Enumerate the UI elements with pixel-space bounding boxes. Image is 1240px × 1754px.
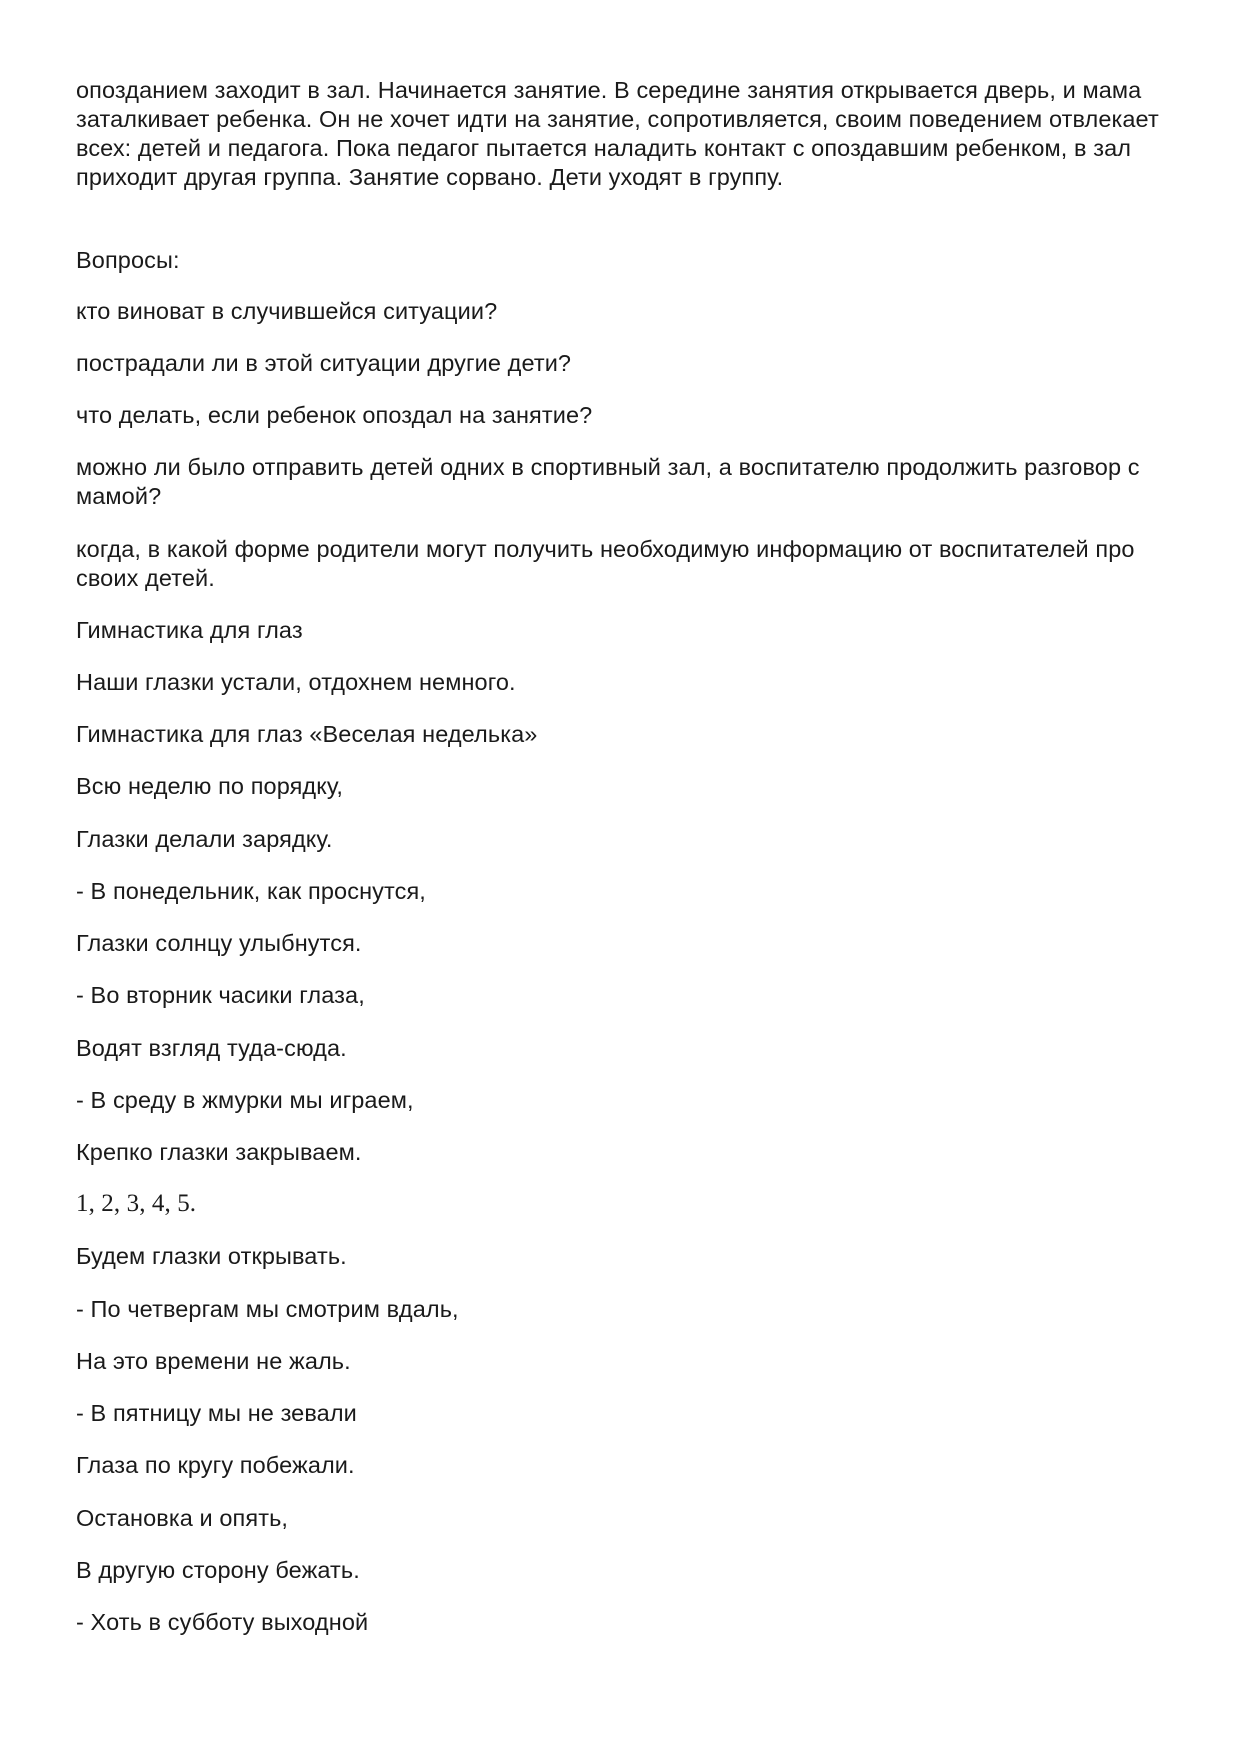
paragraph-eye-gymnastics-heading: Гимнастика для глаз xyxy=(76,617,303,643)
poem-line: На это времени не жаль. xyxy=(76,1348,351,1374)
paragraph-question-5: когда, в какой форме родители могут получить необходимую информацию от воспитателей про своих детей. xyxy=(76,536,1135,591)
poem-line: - В среду в жмурки мы играем, xyxy=(76,1087,414,1113)
poem-line: Остановка и опять, xyxy=(76,1505,289,1531)
paragraph-poem-title: Гимнастика для глаз «Веселая неделька» xyxy=(76,721,538,747)
poem-line-counting: 1, 2, 3, 4, 5. xyxy=(76,1190,197,1217)
poem-line: Глаза по кругу побежали. xyxy=(76,1452,355,1478)
paragraph-situation-description: опозданием заходит в зал. Начинается занятие. В середине занятия открывается дверь, и мама заталкивает ребенка. Он не хочет идти на занятие, сопротивляется, своим поведением отвлекает всех: детей и педагога. Пока педагог пытается наладить контакт с опоздавшим ребенком, в зал приходит другая группа. Занятие сорвано. Дети уходят в группу. xyxy=(76,77,1159,190)
poem-line: - По четвергам мы смотрим вдаль, xyxy=(76,1296,459,1322)
paragraph-question-4: можно ли было отправить детей одних в спортивный зал, а воспитателю продолжить разговор с мамой? xyxy=(76,454,1140,509)
paragraph-eyes-tired: Наши глазки устали, отдохнем немного. xyxy=(76,669,516,695)
poem-line: Водят взгляд туда-сюда. xyxy=(76,1035,347,1061)
poem-line: Глазки солнцу улыбнутся. xyxy=(76,930,362,956)
paragraph-question-3: что делать, если ребенок опоздал на занятие? xyxy=(76,402,593,428)
poem-line: Будем глазки открывать. xyxy=(76,1243,347,1269)
poem-line: Всю неделю по порядку, xyxy=(76,773,344,799)
paragraph-questions-heading: Вопросы: xyxy=(76,247,180,273)
paragraph-question-2: пострадали ли в этой ситуации другие дети? xyxy=(76,350,572,376)
poem-line: - В пятницу мы не зевали xyxy=(76,1400,357,1426)
paragraph-question-1: кто виноват в случившейся ситуации? xyxy=(76,298,498,324)
poem-line: - Во вторник часики глаза, xyxy=(76,982,365,1008)
poem-line: Крепко глазки закрываем. xyxy=(76,1139,362,1165)
poem-line: Глазки делали зарядку. xyxy=(76,826,333,852)
poem-line: - В понедельник, как проснутся, xyxy=(76,878,426,904)
poem-line: В другую сторону бежать. xyxy=(76,1557,360,1583)
poem-line: - Хоть в субботу выходной xyxy=(76,1609,369,1635)
